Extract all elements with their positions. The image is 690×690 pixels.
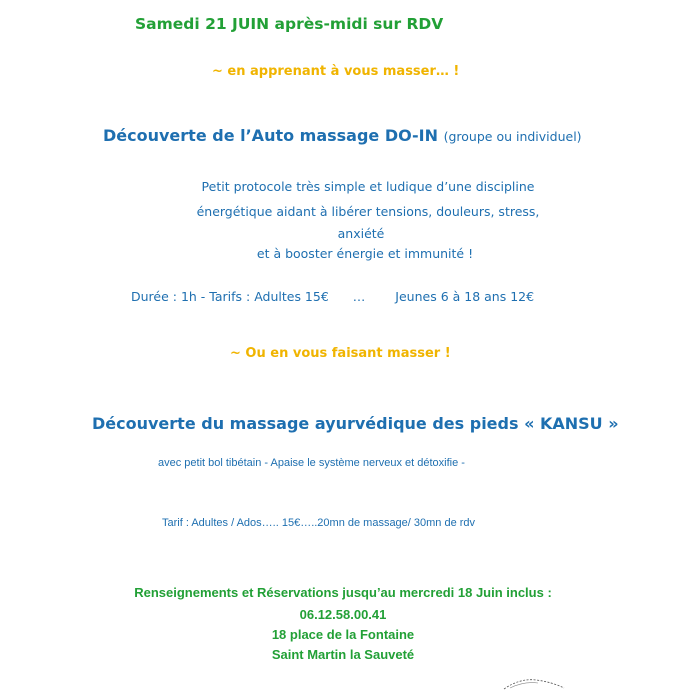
doin-heading [103,126,582,145]
doin-description-line: Petit protocole très simple et ludique d’une discipline [201,179,535,194]
event-date-title: Samedi 21 JUIN après-midi sur RDV [135,15,444,33]
contact-town: Saint Martin la Sauveté [271,647,415,662]
tagline-learn: ~ en apprenant à vous masser… ! [212,64,460,79]
contact-phone: 06.12.58.00.41 [299,607,387,622]
logo-stamp-icon [500,676,570,690]
doin-pricing [131,289,534,304]
contact-info: Renseignements et Réservations jusqu’au mercredi 18 Juin inclus : [134,585,552,600]
doin-heading-text: Découverte de l’Auto massage DO-IN [103,126,439,145]
doin-description-line: anxiété [337,226,385,241]
doin-price-dots: … [352,289,366,304]
tagline-massaged: ~ Ou en vous faisant masser ! [230,346,451,361]
doin-price-adults: Durée : 1h - Tarifs : Adultes 15€ [131,289,329,304]
doin-price-youth: Jeunes 6 à 18 ans 12€ [395,289,535,304]
doin-heading-note: (groupe ou individuel) [443,129,582,144]
doin-description-line: et à booster énergie et immunité ! [256,246,474,261]
kansu-tarif: Tarif : Adultes / Ados….. 15€…..20mn de massage/ 30mn de rdv [162,517,476,529]
contact-address: 18 place de la Fontaine [271,627,415,642]
kansu-subtitle: avec petit bol tibétain - Apaise le système nerveux et détoxifie - [158,457,465,469]
doin-description-line: énergétique aidant à libérer tensions, douleurs, stress, [196,204,540,219]
kansu-heading: Découverte du massage ayurvédique des pieds « KANSU » [92,414,619,433]
